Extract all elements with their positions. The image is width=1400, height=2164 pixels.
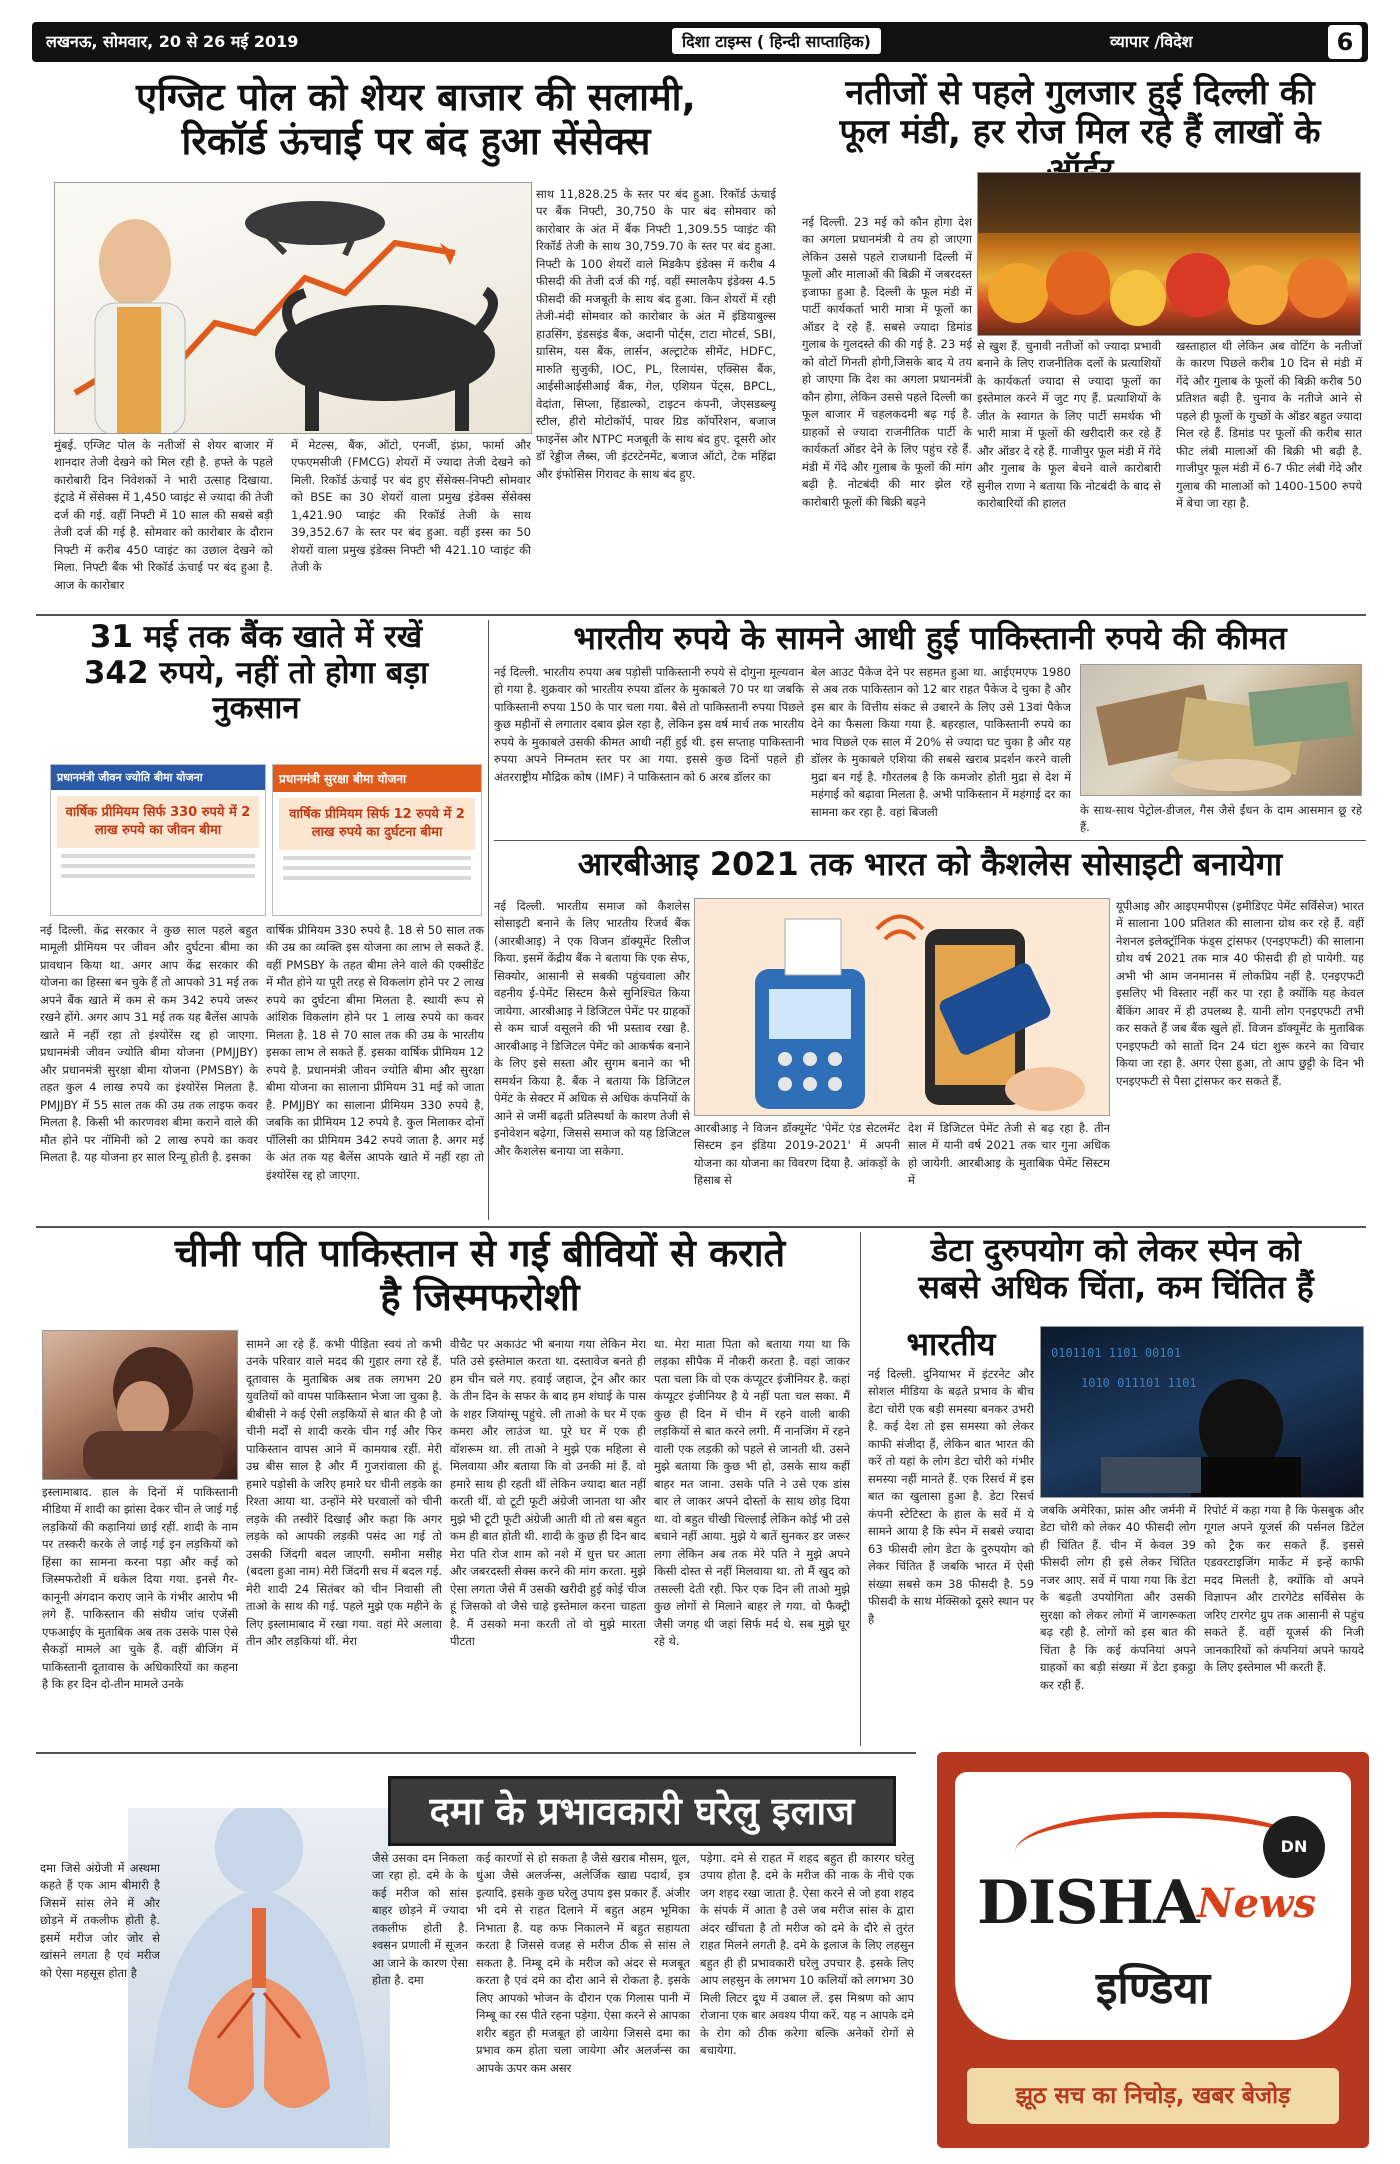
brand-india: इण्डिया	[1095, 1963, 1211, 2014]
svg-text:0101101 1101 00101: 0101101 1101 00101	[1051, 1346, 1182, 1360]
divider	[488, 620, 489, 1220]
sensex-col-2: में मेटल्स, बैंक, ऑटो, एनर्जी, इंफ्रा, फार्मा और एफएमसीजी (FMCG) शेयरों में ज्यादा तेजी देखने को मिली. रिकॉर्ड ऊंचाई पर बंद हुए सेंसेक्स-निफ्टी सोमवार को BSE का 30 शेयरों वाला प्रमुख इंडेक्स सेंसेक्स 1,421.90 प्वाइंट की रिकॉर्ड तेजी के साथ 39,352.67 के स्तर पर बंद हुआ. वहीं इस्स का 50 शेयरों वाला प्रमुख इंडेक्स निफ्टी भी 421.10 प्वाइंट की तेजी के	[291, 438, 531, 575]
asthma-remedies-headline: दमा के प्रभावकारी घरेलु इलाज	[388, 1776, 896, 1846]
bank-col-1: नई दिल्ली. केंद्र सरकार ने कुछ साल पहले बहुत मामूली प्रीमियम पर जीवन और दुर्घटना बीमा का प्रावधान किया था. अगर आप केंद्र सरकार की योजना का हिस्सा बन चुके हैं तो आपको 31 मई तक अपने बैंक खाते में कम से कम 342 रुपये जरूर रखने होंगे. अगर आप 31 मई तक यह बैलेंस आपके खाते में नहीं रहा तो इंश्योरेंस रद्द हो जाएगा. प्रधानमंत्री जीवन ज्योति बीमा योजना (PMJJBY) और प्रधानमंत्री सुरक्षा बीमा योजना (PMSBY) के तहत कुल 4 लाख रुपये का इंश्योरेंस मिलता है. PMJJBY में 55 साल तक की उम्र तक लाइफ कवर मिलता है. किसी भी कारणवश बीमा कराने वाले की मौत होने पर नॉमिनी को 2 लाख रुपये का कवर मिलता है. यह योजना हर साल रिन्यू होती है. इसका	[40, 923, 258, 1165]
china-col-3: वीचैट पर अकाउंट भी बनाया गया लेकिन मेरा पति उसे इस्तेमाल करता था. दस्तावेज बनते ही हम चीन चले गए. हवाई जहाज, ट्रेन और कार के तीन दिन के सफर के बाद हम शंघाई के पास के शहर जियांग्सू पहुंचे. ली ताओ के घर में एक कमरा और लाउंज था. पूरे घर में एक ही वॉशरूम था. ली ताओ ने मुझे एक महिला से मिलवाया और बताया कि वो उनकी मां हैं. वो हमारे साथ ही रहती थीं लेकिन ज्यादा बात नहीं करती थीं. वो टूटी फूटी अंग्रेजी जानता था और मुझे भी टूटी फूटी अंग्रेजी आती थी तो बस बहुत कम ही बात होती थी. शादी के कुछ ही दिन बाद मेरा पति रोज शाम को नशे में धुत्त घर आता और जबरदस्ती सेक्स करने की मांग करता. मुझे ऐसा लगता जैसे मैं उसकी खरीदी हुई कोई चीज हूं जिसको वो जैसे चाहे इस्तेमाल करना चाहता है. मैं उसको मना करती तो वो मुझे मारता पीटता	[450, 1337, 646, 1648]
bank-headline	[42, 620, 470, 727]
disha-news-advertisement	[937, 1752, 1369, 2148]
paper-name: दिशा टाइम्स ( हिन्दी साप्ताहिक)	[672, 28, 881, 54]
pmjjby-graphic	[50, 764, 266, 916]
pak-col-2: बेल आउट पैकेज देने पर सहमत हुआ था. आईएमएफ 1980 से अब तक पाकिस्तान को 12 बार राहत पैकेज दे चुका है और इस बार के वित्तीय संकट से उबारने के लिए उसे 13वां पैकेज देने का फैसला किया गया है. बहरहाल, पाकिस्तानी रुपये का भाव पिछले एक साल में 20% से ज्यादा घट चुका है और यह डॉलर के मुकाबले एशिया की सबसे खराब प्रदर्शन करने वाली मुद्रा बन गई है. गौरतलब है कि कमजोर होती मुद्रा से देश में महंगाई को बढ़ावा मिलता है. अभी पाकिस्तान में महंगाई दर का सामना कर रहा है. वहां बिजली	[811, 665, 1071, 819]
brand-news: News	[1197, 1880, 1316, 1927]
rbi-headline: आरबीआइ 2021 तक भारत को कैशलेस सोसाइटी बनायेगा	[577, 845, 1283, 883]
cashless-illustration	[694, 898, 1110, 1116]
sensex-headline-line2: रिकॉर्ड ऊंचाई पर बंद हुआ सेंसेक्स	[181, 118, 651, 163]
rbi-col-1: नई दिल्ली. भारतीय समाज को कैशलेस सोसाइटी बनाने के लिए भारतीय रिजर्व बैंक (आरबीआइ) ने एक विजन डॉक्यूमेंट रिलीज किया. इसमें केंद्रीय बैंक ने बताया कि एक सेफ, सिक्योर, आसानी से सबकी पहुंचवाला और वहनीय ई-पेमेंट सिस्टम कैसे सुनिश्चित किया जायेगा. आरबीआइ ने डिजिटल पेमेंट पर ग्राहकों से कम चार्ज वसूलने की भी प्रस्ताव रखा है. आरबीआइ ने डिजिटल पेमेंट को आकर्षक बनाने के लिए इसे सस्ता और सुगम बनाने का भी समर्थन किया है. बैंक ने बताया कि डिजिटल पेमेंट के सेक्टर में अधिक से अधिक कंपनियों के आने से जमीं बढ़ती प्रतिस्पर्धा के कारण तेजी से इनोवेशन बढ़ेगा, जिससे समाज को यह डिजिटल और कैशलेस बनाया जा सकेगा.	[494, 899, 690, 1158]
dama-col-4: पड़ेगा. दमे से राहत में शहद बहुत ही कारगर घरेलु उपाय होता है. दमे के मरीज की नाक के नीचे एक जग शहद रखा जाता है. ऐसा करने से जो हवा शहद के संपर्क में आता है उसे जब मरीज सांस के द्वारा अंदर खींचता है तो मरीज को दमे के दौरे से तुरंत राहत मिलने लगती है. दमे के इलाज के लिए लहसुन बहुत ही ही प्रभावकारी घरेलु उपचार है. इसके लिए आप लहसुन के लगभग 10 कलियों को लगभग 30 मिली लिटर दूध में उबाल लें. इस मिश्रण को आप रोजाना एक बार अवश्य पीया करें. यह न आपके दमे के रोग को ठीक करेगा बल्कि अनेकों रोगों से बचायेगा.	[700, 1851, 914, 2058]
divider	[36, 1226, 1366, 1228]
spain-col-3: रिपोर्ट में कहा गया है कि फेसबुक और गूगल अपने यूजर्स की पर्सनल डिटेल को ट्रैक कर सकते हैं. इससे एडवरटाइजिंग मार्केट में इन्हें काफी मदद मिलती है, क्योंकि वो अपने विज्ञापन और टारगेटेड सर्विसेस के जरिए टारगेट ग्रुप तक आसानी से पहुंच सकते हैं. वहीं यूजर्स की निजी जानकारियों को कंपनियां अपने फायदे के लिए इस्तेमाल भी करती हैं.	[1204, 1503, 1364, 1675]
pmsby-graphic	[272, 764, 482, 916]
dama-col-2: जैसे उसका दम निकला जा रहा हो. दमे के के कई मरीज को सांस बाहर छोड़ने में ज्यादा तकलीफ होती है. श्वसन प्रणाली में सूजन आ जाने के कारण ऐसा होता है. दमा	[372, 1851, 468, 1988]
pak-currency-photo	[1080, 664, 1362, 796]
divider	[36, 614, 1366, 616]
pmjjby-offer: वार्षिक प्रीमियम सिर्फ 330 रुपये में 2 लाख रुपये का जीवन बीमा	[57, 796, 259, 848]
sensex-headline-line1: एग्जिट पोल को शेयर बाजार की सलामी,	[136, 75, 696, 119]
ad-slogan: झूठ सच का निचोड़, खबर बेजोड़	[967, 2068, 1339, 2124]
data-misuse-headline	[866, 1232, 1366, 1306]
flower-headline-line1: नतीजों से पहले गुलजार हुई दिल्ली की	[845, 73, 1315, 113]
brand-disha: DISHA	[977, 1868, 1199, 1938]
bank-col-2: वार्षिक प्रीमियम 330 रुपये है. 18 से 50 साल तक की उम्र का व्यक्ति इस योजना का लाभ ले सकते हैं. वहीं PMSBY के तहत बीमा लेने वाले की एक्सीडेंट में मौत होने या पूरी तरह से विकलांग होने पर 2 लाख रुपये का दुर्घटना बीमा मिलता है. स्थायी रूप से आंशिक विकलांग होने पर 1 लाख रुपये का कवर मिलता है. 18 से 70 साल तक की उम्र के भारतीय इसका लाभ ले सकते हैं. इसका वार्षिक प्रीमियम 12 रुपये है. प्रधानमंत्री जीवन ज्योति बीमा और सुरक्षा बीमा योजना का सालाना प्रीमियम 31 मई को जाता है. PMJJBY का सालाना प्रीमियम 330 रुपये है, जबकि का प्रीमियम 12 रुपये है. कुल मिलाकर दोनों पॉलिसी का प्रीमियम 342 रुपये जाता है. अगर मई के अंत तक यह बैलेंस आपके खाते में नहीं रहा तो इंश्योरेंस रद्द हो जाएगा.	[266, 923, 484, 1182]
modi-bull-bear-photo	[54, 182, 532, 434]
data-misuse-headline-line2: सबसे अधिक चिंता, कम चिंतित हैं	[918, 1267, 1314, 1306]
spain-col-1: नई दिल्ली. दुनियाभर में इंटरनेट और सोशल मीडिया के बढ़ते प्रभाव के बीच डेटा चोरी एक बड़ी समस्या बनकर उभरी है. कई देश तो इस समस्या को लेकर काफी संजीदा हैं, लेकिन बात भारत की करें तो यहां के लोग डेटा चोरी को गंभीर समस्या नहीं मानते हैं. एक रिसर्च में इस बात का खुलासा हुआ है. डेटा रिसर्च कंपनी स्टेटिस्टा के हाल के सर्वे में ये सामने आया है कि स्पेन में सबसे ज्यादा 63 फीसदी लोग डेटा के दुरुपयोग को लेकर चिंतित हैं जबकि भारत में ऐसी संख्या सबसे कम 38 फीसदी है. 59 फीसदी के साथ मेक्सिको दूसरे स्थान पर है	[868, 1367, 1034, 1626]
rbi-col-3: देश में डिजिटल पेमेंट तेजी से बढ़ रहा है. तीन साल में यानी वर्ष 2021 तक चार गुना अधिक हो जायेगी. आरबीआइ के मुताबिक पेमेंट सिस्टम में	[908, 1121, 1110, 1188]
sensex-col-3: साथ 11,828.25 के स्तर पर बंद हुआ. रिकॉर्ड ऊंचाई पर बैंक निफ्टी, 30,750 के पार बंद सोमवार को कारोबार के अंत में बैंक निफ्टी 1,309.55 प्वाइंट की रिकॉर्ड तेजी के साथ 30,759.70 के स्तर पर बंद हुआ. निफ्टी के 100 शेयरों वाले मिडकैप इंडेक्स में करीब 4 फीसदी की तेजी दर्ज की गई. वहीं स्मालकैप इंडेक्स 4.5 फीसदी की मजबूती के साथ बंद हुआ. किन शेयरों में रही तेजी-मंदी सोमवार को कारोबार के अंत में इंडियाबुल्स हाउसिंग, इंडसइंड बैंक, अदानी पोर्ट्स, टाटा मोटर्स, SBI, ग्रासिम, यस बैंक, लार्सन, अल्ट्राटेक सीमेंट, HDFC, मारुति सुजुकी, IOC, PL, रिलायंस, एक्सिस बैंक, आईसीआईसीआई बैंक, गेल, एशियन पेंट्स, BPCL, वेदांता, सिप्ला, हिंडाल्को, टाइटन कंपनी, जेएसडब्ल्यू स्टील, हीरो मोटोकॉर्प, पावर ग्रिड कॉर्पोरेशन, बजाज फाइनेंस और NTPC मजबूती के साथ बंद हुए. दूसरी ओर डॉ रेड्डीज लैब्स, जी इंटरटेनमेंट, बजाज ऑटो, टेक महिंद्रा और इंफोसिस गिरावट के साथ बंद हुए.	[536, 187, 776, 481]
pak-photo-caption: के साथ-साथ पेट्रोल-डीजल, गैस जैसे ईंधन के दाम आसमान छू रहे हैं.	[1080, 803, 1362, 834]
flower-headline-line2: फूल मंडी, हर रोज मिल रहे हैं लाखों के	[839, 112, 1321, 153]
bank-headline-line3: नुकसान	[212, 690, 300, 727]
bank-headline-line1: 31 मई तक बैंक खाते में रखें	[89, 619, 423, 655]
china-headline-line1: चीनी पति पाकिस्तान से गई बीवियों से कराते	[174, 1231, 786, 1275]
china-col-2: सामने आ रहे हैं. कभी पीड़िता स्वयं तो कभी उनके परिवार वाले मदद की गुहार लगा रहे हैं. दूतावास के मुताबिक अब तक लगभग 20 युवतियों को वापस पाकिस्तान भेजा जा चुका है. बीबीसी ने कई ऐसी लड़कियों से बात की है जो चीनी मर्दों से शादी करके चीन गईं और फिर पाकिस्तान वापस आने में कामयाब रहीं. मेरी उम्र बीस साल है और मैं गुजरांवाला की हूं. हमारे पड़ोसी के जरिए हमारे घर चीनी लड़के का रिश्ता आया था. उन्होंने मेरे घरवालों को चीनी लड़के की तस्वीरें दिखाईं और कहा कि अगर लड़के को आपकी लड़की पसंद आ गई तो उसकी जिंदगी बदल जाएगी. समीना मसीह (बदला हुआ नाम) मेरी जिंदगी सच में बदल गई. मेरी शादी 24 सितंबर को चीन निवासी ली ताओ के साथ की गई. पहले मुझे एक महीने के लिए इस्लामाबाद में रखा गया. वहां मेरे अलावा तीन और लड़कियां थीं. मेरा	[246, 1337, 442, 1648]
rbi-col-4: यूपीआइ और आइएमपीएस (इमीडिएट पेमेंट सर्विसेज) भारत में सालाना 100 प्रतिशत की सालाना ग्रोथ कर रहे हैं. वहीं नेशनल इलेक्ट्रॉनिक फंड्स ट्रांसफर (एनइएफटी) की सालाना ग्रोथ वर्ष 2021 तक मात्र 40 फीसदी ही हो पायेगी. यह अभी भी आम जनमानस में लोकप्रिय नहीं है. एनइएफटी इसलिए भी विस्तार नहीं कर पा रहा है क्योंकि यह केवल बैंकिंग आवर में ही उपलब्ध है. यानी लोग एनइएफटी तभी कर सकते हैं जब बैंक खुले हों. विजन डॉक्यूमेंट के मुताबिक एनइएफटी को सातों दिन 24 घंटा शुरू करने का विचार किया जा रहा है. अगर ऐसा हुआ, तो आप छुट्टी के दिन भी एनइएफटी से पैसा ट्रांसफर कर सकते हैं.	[1116, 899, 1364, 1088]
svg-text:1010 011101 1101: 1010 011101 1101	[1081, 1376, 1197, 1390]
distressed-woman-photo	[42, 1330, 238, 1480]
sensex-headline	[36, 76, 796, 163]
microphone-icon: DN	[1263, 1816, 1325, 1878]
china-col-1: इस्लामाबाद. हाल के दिनों में पाकिस्तानी मीडिया में शादी का झांसा देकर चीन ले जाई गई लड़कियों की कहानियां छाई रहीं. शादी के नाम पर तस्करी करके ले जाई गई इन लड़कियों को हिंसा का सामना करना पड़ा और कई को जिस्मफरोशी में धकेल दिया गया. इनसे गैर-कानूनी अंगदान कराए जाने के गंभीर आरोप भी लगे हैं. पाकिस्तान की संघीय जांच एजेंसी एफआईए के मुताबिक अब तक उसके पास ऐसे सैकड़ों मामले आ चुके हैं. वहीं बीजिंग में पाकिस्तानी दूतावास के अधिकारियों का कहना है कि हर दिन दो-तीन मामले उनके	[42, 1485, 238, 1692]
issue-date: लखनऊ, सोमवार, 20 से 26 मई 2019	[46, 32, 299, 51]
disha-logo-panel	[955, 1772, 1351, 2040]
page-header-bar	[32, 22, 1368, 62]
divider	[36, 1752, 916, 1754]
bank-headline-line2: 342 रुपये, नहीं तो होगा बड़ा	[83, 654, 429, 691]
pmsby-offer: वार्षिक प्रीमियम सिर्फ 12 रुपये में 2 लाख रुपये का दुर्घटना बीमा	[279, 798, 475, 850]
pak-col-1: नई दिल्ली. भारतीय रुपया अब पड़ोसी पाकिस्तानी रुपये से दोगुना मूल्यवान हो गया है. शुक्रवार को भारतीय रुपया डॉलर के मुकाबले 70 पर था जबकि पाकिस्तानी रुपया 150 के पार चला गया. बैसे तो पाकिस्तानी रुपया पिछले कुछ महीनों से लगातार दबाव झेल रहा है, लेकिन इस वर्ष मार्च तक भारतीय रुपये के मुकाबले उसकी कीमत आधी नहीं हुई थी. इस सप्ताह पाकिस्तानी रुपया अपने निम्नतम स्तर पर आ गया. इससे कुछ दिनों पहले ही अंतरराष्ट्रीय मौद्रिक कोष (IMF) ने पाकिस्तान को 6 अरब डॉलर का	[494, 665, 804, 784]
flower-col-3: खस्ताहाल थी लेकिन अब वोटिंग के नतीजों के कारण पिछले करीब 10 दिन से मंडी में गेंदे और गुलाब के फूलों की बिक्री करीब 50 प्रतिशत बढ़ी है. चुनाव के नतीजे आने से पहले ही फूलों के गुच्छों के ऑडर बहुत ज्यादा मिल रहे हैं. डिमांड पर फूलों की करीब सात फीट लंबी मालाओं की बिक्री भी बढ़ी है. गाजीपुर फूल मंडी में 6-7 फीट लंबी गेंदे और गुलाब की मालाओं को 1400-1500 रुपये में बेचा जा रहा है.	[1176, 339, 1362, 511]
flower-col-1: नई दिल्ली. 23 मई को कौन होगा देश का अगला प्रधानमंत्री ये तय हो जाएगा लेकिन उससे पहले राजधानी दिल्ली में फूलों और मालाओं की बिक्री में जबरदस्त इजाफा हुआ है. दिल्ली के फूल मंडी में पार्टी कार्यकर्ता भारी मात्रा में फूलों का ऑडर दे रहे हैं. सबसे ज्यादा डिमांड गुलाब के गुलदस्ते की की गई है. 23 मई को वोटों गिनती होगी,जिसके बाद ये तय हो जाएगा कि देश का अगला प्रधानमंत्री कौन होगा, लेकिन उससे पहले दिल्ली का फूल बाजार में चहलकदमी बढ़ गई है. ग्राहकों से ज्यादा राजनीतिक पार्टी के कार्यकर्ता ऑडर देने के लिए पहुंच रहे हैं. मंडी में गेंदे और गुलाब के फूलों की मांग बढ़ी है. नोटबंदी की मार झेल रहे कारोबारी फूलों की बिक्री बढ़ने	[802, 215, 972, 509]
dama-col-3: कई कारणों से हो सकता है जैसे खराब मौसम, धूल, धुंआ जैसे अलर्जन्स, अलेर्जिक खाद्य पदार्थ, इत्र इत्यादि. इसके कुछ घरेलु उपाय इस प्रकार हैं. अंजीर भी दमे से राहत दिलाने में बहुत अहम भूमिका निभाता है. यह कफ निकालने में बहुत सहायता करता है जिससे वजह से मरीज ठीक से सांस ले सकता है. निम्बू दमे के मरीज को अंदर से मजबूत करता है एवं दमे का दौरा आने से रोकता है. इसके लिए आपको भोजन के दौरान एक गिलास पानी में निम्बू का रस पीते रहना पड़ेगा. ऐसा करने से आपका शरीर बहुत ही मजबूत हो जायेगा जिससे दमा का प्रभाव कम होता चला जायेगा और अलर्जन्स का आपके ऊपर कम असर	[476, 1851, 690, 2075]
page-number: 6	[1328, 25, 1362, 59]
rbi-col-2: आरबीआइ ने विजन डॉक्यूमेंट 'पेमेंट एंड सेटलमेंट सिस्टम इन इंडिया 2019-2021' में अपनी योजना का योजना का विवरण दिया है. आंकड़ों के हिसाब से	[694, 1121, 900, 1188]
sensex-col-1: मुंबई. एग्जिट पोल के नतीजों से शेयर बाजार में शानदार तेजी देखने को मिल रही है. हफ्ते के पहले कारोबारी दिन निवेशकों ने भारी उत्साह दिखाया. इंट्राडे में सेंसेक्स में 1,450 प्वाइंट से ज्यादा की तेजी दर्ज की गई. वहीं निफ्टी में 10 साल की सबसे बड़ी तेजी दर्ज की गई है. सोमवार को कारोबार के दौरान निफ्टी में करीब 450 प्वाइंट का उछाल देखने को मिला. निफ्टी बैंक भी रिकॉर्ड ऊंचाई पर बंद हुआ है. आज के कारोबार	[54, 438, 273, 592]
china-col-4: था. मेरा माता पिता को बताया गया था कि लड़का सीपैक में नौकरी करता है. वहां जाकर पता चला कि वो एक कंप्यूटर इंजीनियर है. कहां कंप्यूटर इंजीनियर है ये नहीं पता चल सका. मैं कुछ ही दिन में चीन में रहने वाली बाकी लड़कियों से बात करने लगी. मैं नानजिंग में रहने वाली एक लड़की को पहले से जानती थी. उसने मुझे बताया कि कुछ भी हो, उसके साथ कहीं बाहर मत जाना. उसके पति ने उसे एक डांस बार ले जाकर अपने दोस्तों के साथ छोड़ दिया था. वो बहुत चीखी चिल्लाईं लेकिन कोई भी उसे बचाने नहीं आया. मुझे ये बातें सुनकर डर जरूर लगा लेकिन अब तक मेरे पति ने मुझे अपने किसी दोस्त से नहीं मिलवाया था. तो मैं खुद को तसल्ली देती रही. फिर एक दिन ली ताओ मुझे कुछ लोगों से मिलाने बाहर ले गया. वो फैक्ट्री जैसी जगह थी जहां सिर्फ मर्द थे. सब मुझे घूर रहे थे.	[654, 1337, 850, 1648]
dama-col-1: दमा जिसे अंग्रेजी में अस्थमा कहते हैं एक आम बीमारी है जिसमें सांस लेने में और छोड़ने में तकलीफ होती है. इसमें मरीज जोर जोर से खांसने लगता है एवं मरीज को ऐसा महसूस होता है	[40, 1861, 160, 1980]
data-misuse-headline-line3: भारतीय	[906, 1325, 996, 1363]
data-misuse-headline-line1: डेटा दुरुपयोग को लेकर स्पेन को	[931, 1231, 1301, 1269]
flower-col-2: से खुश हैं. चुनावी नतीजों को ज्यादा प्रभावी बनाने के लिए राजनीतिक दलों के प्रत्याशियों के कार्यकर्ता ज्यादा से ज्यादा फूलों का इस्तेमाल करने में जुट गए हैं. प्रत्याशियों के जीत के स्वागत के लिए पार्टी समर्थक भी भारी मात्रा में फूलों की खरीदारी कर रहे हैं और ऑडर दे रहे हैं. गाजीपुर फूल मंडी में गेंदे और गुलाब के फूल बेचने वाले कारोबारी सुनील राणा ने बताया कि नोटबंदी के बाद से कारोबारियों की हालत	[977, 339, 1161, 511]
divider	[860, 1232, 861, 1746]
pmjjby-title: प्रधानमंत्री जीवन ज्योति बीमा योजना	[51, 765, 265, 790]
pmsby-title: प्रधानमंत्री सुरक्षा बीमा योजना	[273, 765, 481, 792]
divider	[494, 840, 1366, 841]
china-headline-line2: है जिस्मफरोशी	[380, 1274, 580, 1319]
flower-market-photo	[977, 172, 1361, 336]
lungs-illustration	[128, 1808, 390, 2148]
section-name: व्यापार /विदेश	[1110, 32, 1193, 51]
china-headline	[40, 1232, 920, 1319]
spain-col-2: जबकि अमेरिका, फ्रांस और जर्मनी में डेटा चोरी को लेकर 40 फीसदी लोग ही चिंतित हैं. चीन में केवल 39 फीसदी लोग ही इसे लेकर चिंतित नजर आए. सर्वे में पाया गया कि डेटा के बढ़ती उपयोगिता और उसकी सुरक्षा को लेकर लोगों में जागरूकता बढ़ रही है. लोगों को इस बात की चिंता है कि कई कंपनियां अपने ग्राहकों का बड़ी संख्या में डेटा इकट्ठा कर रही हैं.	[1040, 1503, 1196, 1692]
cyber-security-photo	[1040, 1326, 1364, 1498]
pak-rupee-headline: भारतीय रुपये के सामने आधी हुई पाकिस्तानी रुपये की कीमत	[573, 619, 1287, 657]
